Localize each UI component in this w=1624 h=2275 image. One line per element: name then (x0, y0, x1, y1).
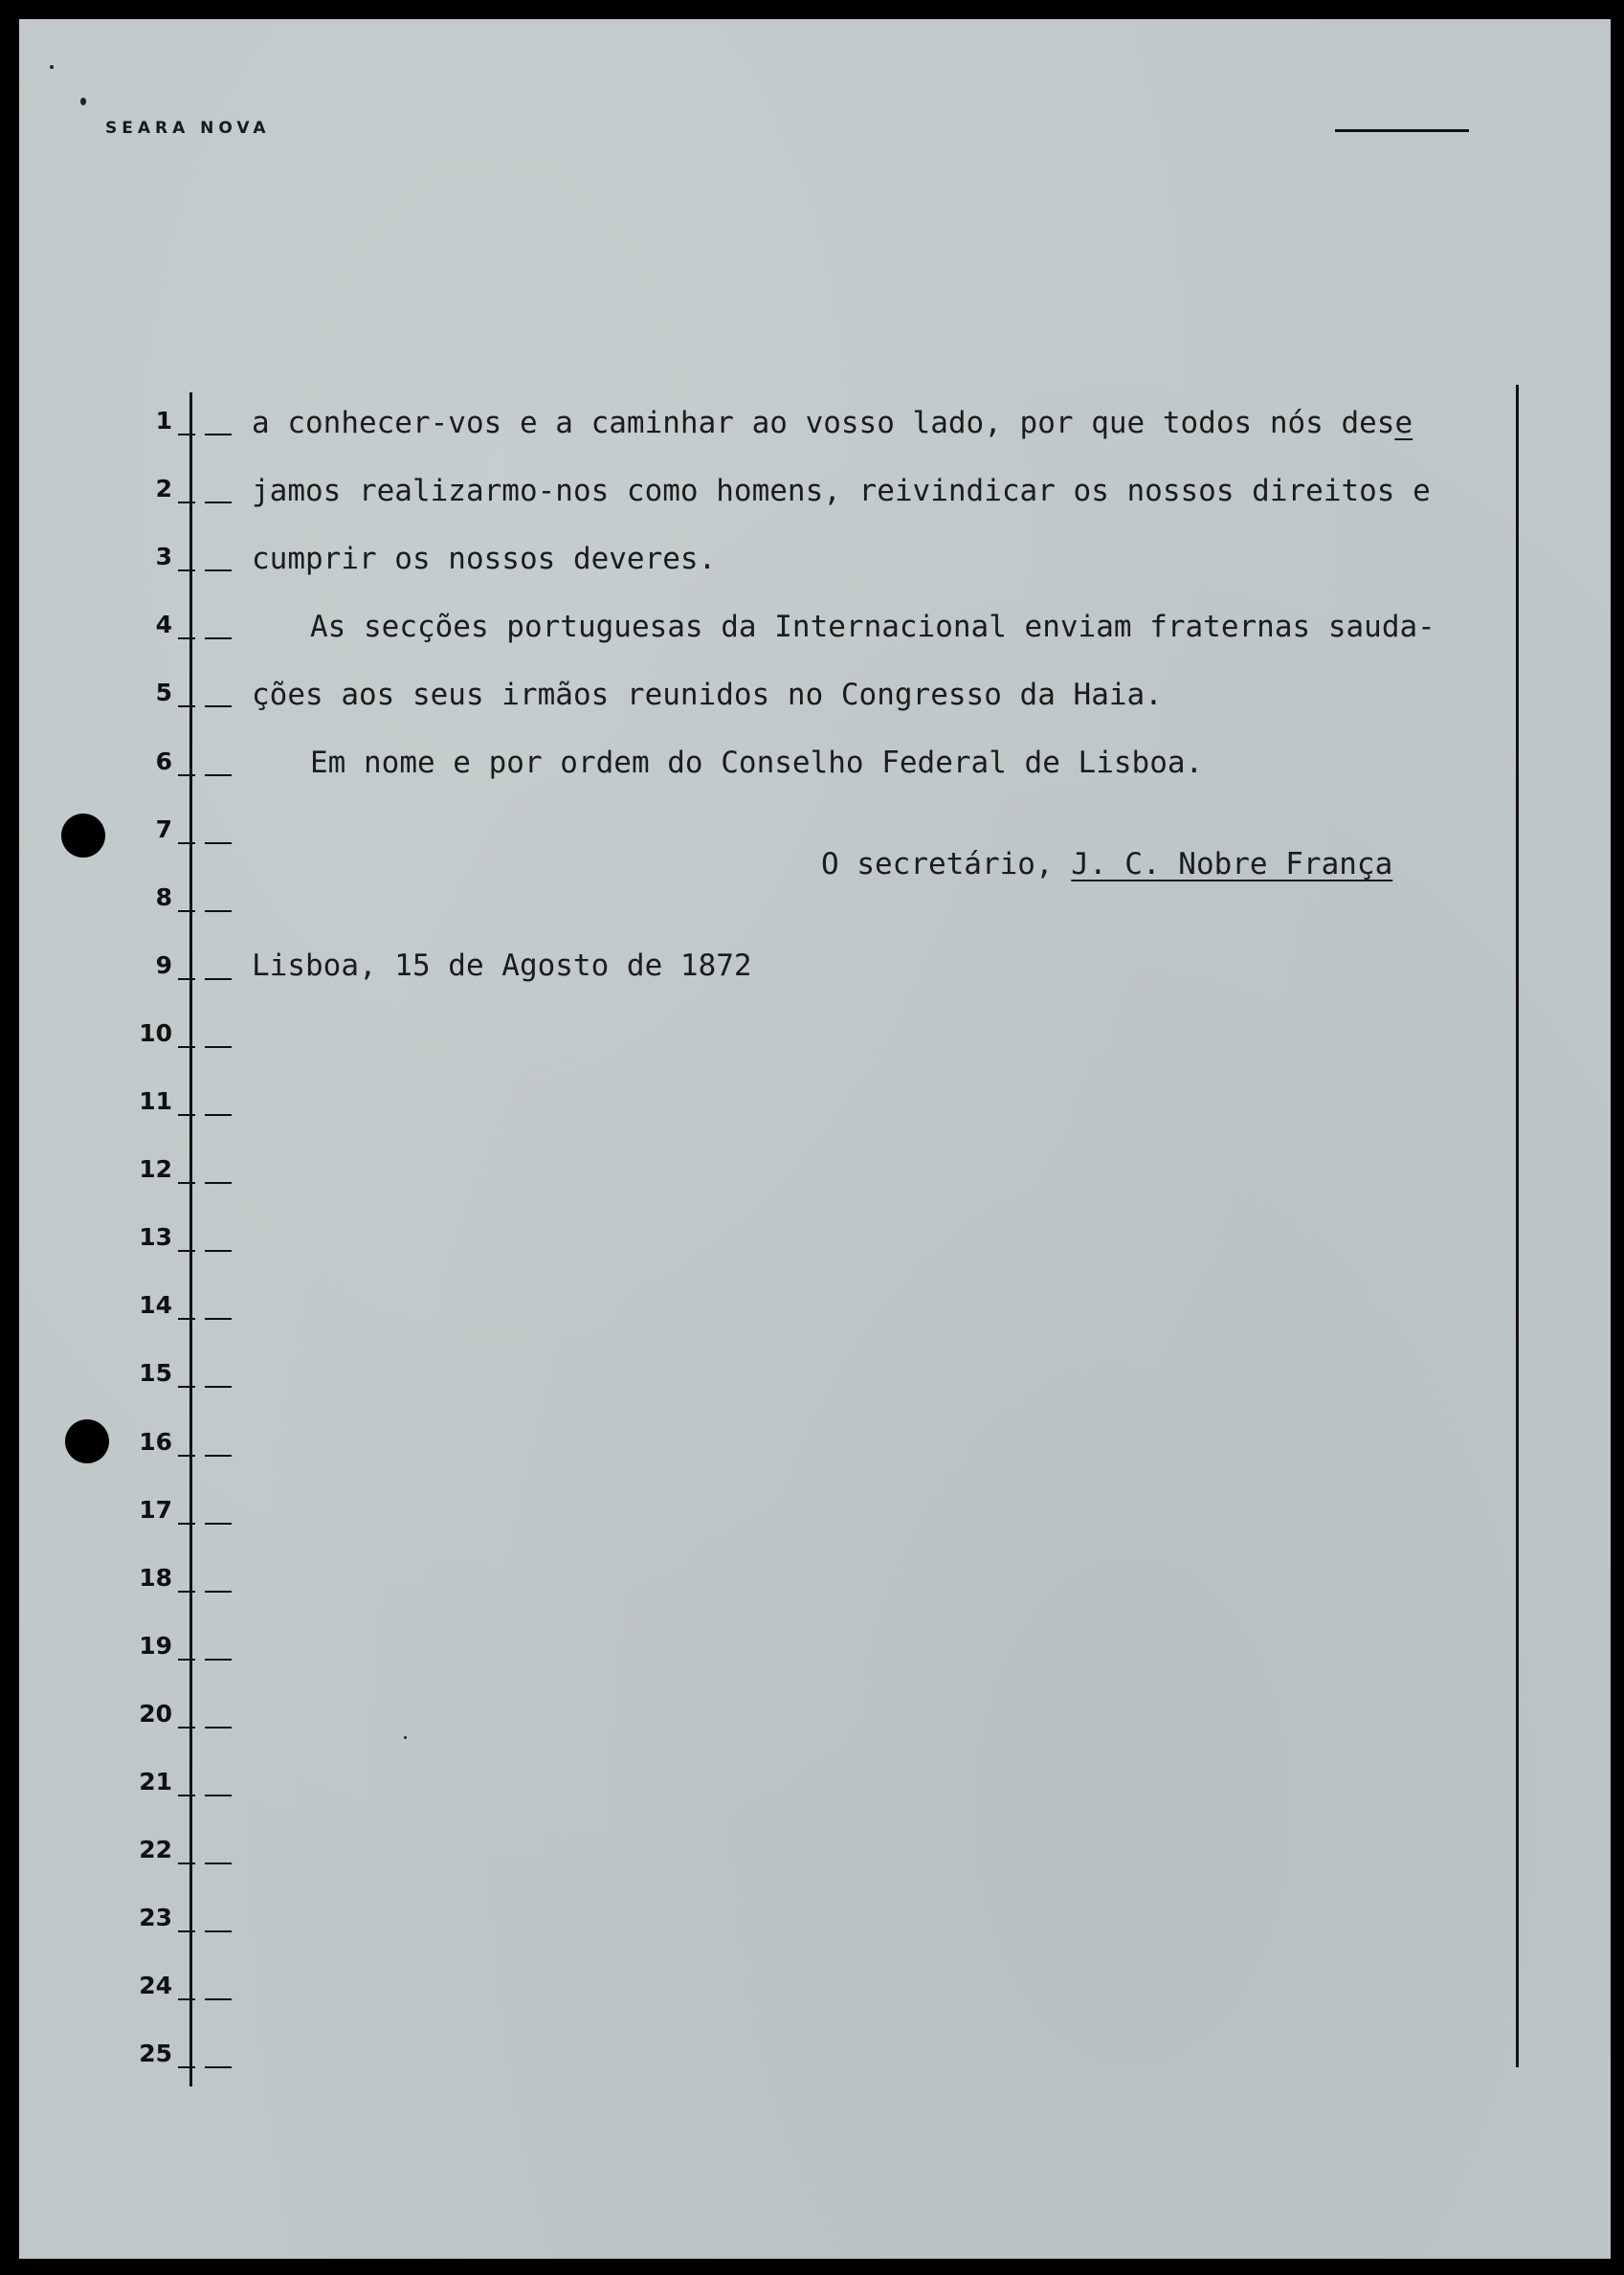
line-tick (205, 1455, 232, 1457)
line-number: 22 (139, 1836, 172, 1864)
line-tick (205, 910, 232, 912)
signature-name: J. C. Nobre França (1071, 847, 1393, 881)
line-tick (178, 1114, 195, 1116)
line-number: 12 (139, 1155, 172, 1184)
line-number: 13 (139, 1223, 172, 1252)
line-tick (205, 1386, 232, 1388)
line-tick (178, 637, 195, 639)
line-number: 1 (155, 407, 172, 435)
line-tick (178, 1250, 195, 1252)
line-tick (178, 1386, 195, 1388)
line-number: 16 (139, 1427, 172, 1456)
paper-sheet (19, 19, 1611, 2259)
line-tick (205, 774, 232, 776)
line-tick (178, 502, 195, 503)
line-tick (205, 1659, 232, 1661)
line-number: 25 (139, 2040, 172, 2068)
line-tick (205, 1523, 232, 1525)
line-tick (178, 1930, 195, 1932)
line-number: 11 (139, 1087, 172, 1115)
line-tick (205, 1998, 232, 2000)
margin-rule (189, 392, 192, 2086)
line-tick (205, 2066, 232, 2068)
line-tick (205, 705, 232, 707)
line-tick (178, 705, 195, 707)
line-number: 21 (139, 1768, 172, 1795)
line-number: 20 (139, 1699, 172, 1728)
line-number: 5 (155, 679, 172, 707)
line-number: 8 (155, 882, 172, 911)
line-tick (205, 1795, 232, 1796)
line-number: 14 (139, 1291, 172, 1320)
body-line-2: jamos realizarmo-nos como homens, reivindicar os nossos direitos e (252, 474, 1431, 508)
header-title: SEARA NOVA (105, 119, 271, 138)
line-tick (178, 1862, 195, 1864)
line-number: 23 (139, 1904, 172, 1932)
line-tick (178, 1318, 195, 1320)
line-number: 2 (155, 475, 172, 503)
body-line-1: a conhecer-vos e a caminhar ao vosso lado, por que todos nós dese (252, 406, 1413, 440)
ink-speck (50, 65, 54, 69)
body-line-5: ções aos seus irmãos reunidos no Congresso da Haia. (252, 678, 1163, 712)
ink-speck (80, 98, 86, 105)
line-tick (205, 1862, 232, 1864)
line-tick (205, 1114, 232, 1116)
line-tick (205, 978, 232, 980)
line-tick (205, 502, 232, 503)
line-number: 17 (139, 1495, 172, 1524)
date-line: Lisboa, 15 de Agosto de 1872 (252, 948, 752, 983)
line-number: 4 (155, 611, 172, 639)
line-tick (178, 1182, 195, 1184)
line-tick (178, 1591, 195, 1593)
line-number: 3 (155, 543, 172, 571)
line-tick (178, 774, 195, 776)
body-line-3: cumprir os nossos deveres. (252, 542, 717, 576)
ink-speck (404, 1736, 407, 1739)
line-tick (178, 1046, 195, 1048)
signature-line (821, 847, 1392, 881)
line-tick (178, 1523, 195, 1525)
line-tick (205, 842, 232, 844)
line-tick (178, 978, 195, 980)
header-rule (1335, 129, 1469, 132)
line-tick (205, 1318, 232, 1320)
signature-label: O secretário, (821, 847, 1072, 881)
line-tick (205, 637, 232, 639)
line-number: 24 (139, 1972, 172, 2000)
line-tick (178, 1795, 195, 1796)
line-number: 18 (139, 1563, 172, 1592)
line-number: 15 (139, 1359, 172, 1388)
line-tick (205, 1930, 232, 1932)
line-number: 19 (139, 1631, 172, 1660)
right-margin-rule (1516, 385, 1519, 2067)
line-number: 7 (155, 814, 172, 843)
line-number: 9 (155, 950, 172, 979)
line-tick (178, 1998, 195, 2000)
body-line-4: As secções portuguesas da Internacional enviam fraternas sauda- (310, 610, 1435, 644)
line-tick (205, 1727, 232, 1729)
line-number: 10 (139, 1018, 172, 1047)
line-tick (178, 1727, 195, 1729)
line-tick (178, 1455, 195, 1457)
line-tick (178, 2066, 195, 2068)
line-tick (205, 1591, 232, 1593)
line-tick (205, 1250, 232, 1252)
body-line-6: Em nome e por ordem do Conselho Federal de Lisboa. (310, 746, 1204, 780)
line-tick (178, 910, 195, 912)
line-tick (205, 434, 232, 435)
line-tick (178, 434, 195, 435)
line-tick (178, 842, 195, 844)
line-tick (178, 569, 195, 571)
line-tick (178, 1659, 195, 1661)
line-tick (205, 1046, 232, 1048)
line-number: 6 (155, 747, 172, 775)
line-tick (205, 569, 232, 571)
line-tick (205, 1182, 232, 1184)
